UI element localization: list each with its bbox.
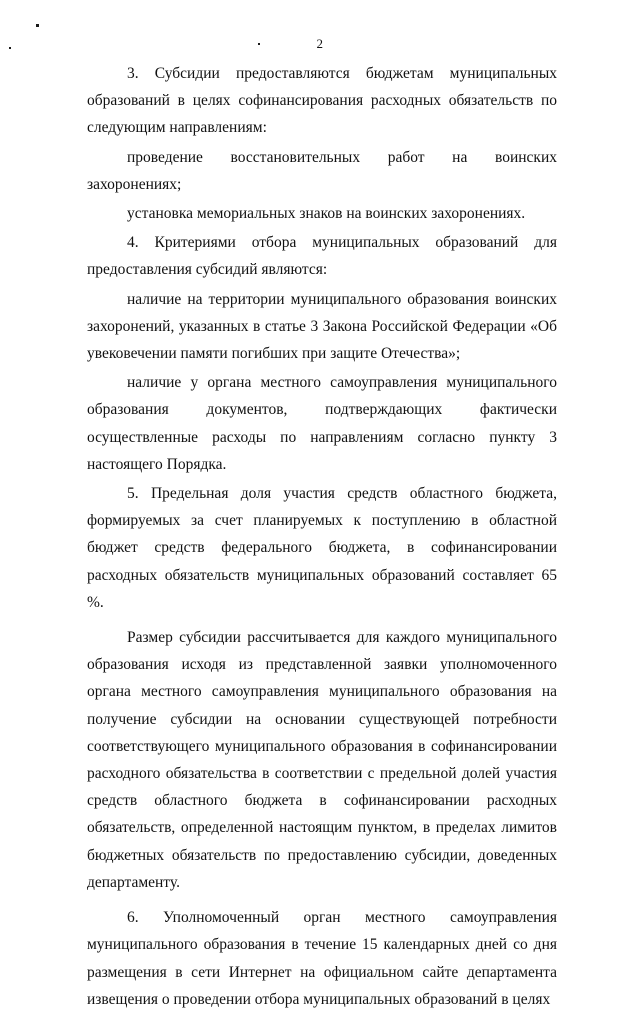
paragraph-3: 3. Субсидии предоставляются бюджетам муниципальных образований в целях софинансирования расходных обязательств по следующим направлениям: bbox=[87, 65, 557, 137]
paragraph-subsidy-size: Размер субсидии рассчитывается для каждого муниципального образования исходя из представленной заявки уполномоченного органа местного самоуправления муниципального образования на получение субсидии на основании существующей потребности соответствующего муниципального образования в софинансировании расходного обязательства в соответствии с предельной долей участия средств областного бюджета в софинансировании расходных обязательств, определенной настоящим пунктом, в пределах лимитов бюджетных обязательств по предоставлению субсидии, доведенных департаменту. bbox=[87, 629, 557, 891]
page-number: 2 bbox=[316, 36, 324, 51]
paragraph-criterion-graves: наличие на территории муниципального образования воинских захоронений, указанных в статье 3 Закона Российской Федерации «Об увековечении памяти погибших при защите Отечества»; bbox=[87, 290, 557, 363]
paragraph-6: 6. Уполномоченный орган местного самоуправления муниципального образования в течение 15 календарных дней со дня размещения в сети Интернет на официальном сайте департамента извещения о проведении отбора муниципальных образований в целях bbox=[87, 909, 557, 1008]
paragraph-criterion-documents: наличие у органа местного самоуправления муниципального образования документов, подтверждающих фактически осуществленные расходы по направлениям согласно пункту 3 настоящего Порядка. bbox=[87, 374, 557, 473]
paragraph-restoration-works: проведение восстановительных работ на воинских захоронениях; bbox=[87, 148, 557, 193]
paragraph-memorial-signs: установка мемориальных знаков на воинских захоронениях. bbox=[127, 205, 526, 223]
scan-artifact bbox=[36, 24, 39, 27]
document-body bbox=[87, 60, 557, 1013]
paragraph-4: 4. Критериями отбора муниципальных образований для предоставления субсидий являются: bbox=[87, 234, 557, 279]
paragraph-5: 5. Предельная доля участия средств областного бюджета, формируемых за счет планируемых к поступлению в областной бюджет средств федерального бюджета, в софинансировании расходных обязательств муниципальных образований составляет 65 %. bbox=[87, 485, 557, 611]
